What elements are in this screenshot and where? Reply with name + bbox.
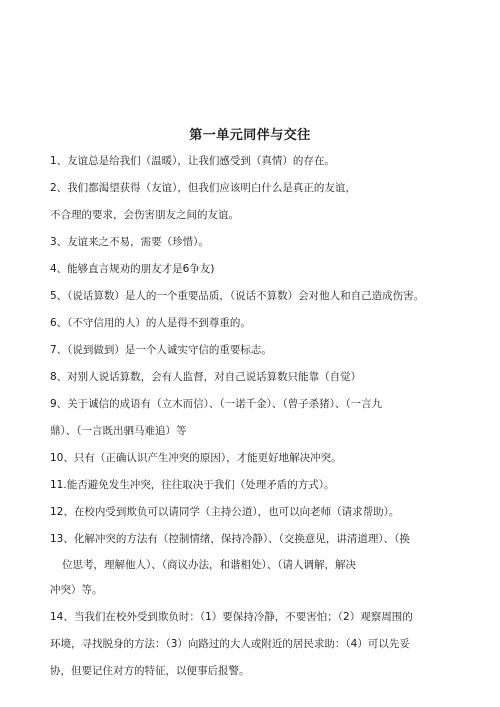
text-line-14: 12、在校内受到欺负可以请同学（主持公道），也可以向老师（请求帮助）。 (50, 506, 400, 518)
text-line-13: 11.能否避免发生冲突，往往取决于我们（处理矛盾的方式）。 (50, 479, 335, 491)
text-line-4: 3、友谊来之不易，需要（珍惜）。 (50, 236, 209, 248)
text-line-3: 不合理的要求，会伤害朋友之间的友谊。 (50, 209, 239, 221)
text-line-17: 冲突）等。 (50, 584, 103, 596)
text-line-7: 6、（不守信用的人）的人是得不到尊重的。 (50, 317, 251, 329)
text-line-11: 鼎）、（一言既出驷马难追）等 (50, 425, 187, 437)
text-line-15: 13、化解冲突的方法有（控制情绪，保持冷静）、（交换意见，讲清道理）、（换 (50, 533, 410, 545)
text-line-19: 环境，寻找脱身的方法：（3）向路过的大人或附近的居民求助：（4）可以先妥 (50, 638, 410, 650)
text-line-6: 5、（说话算数）是人的一个重要品质，（说话不算数）会对他人和自己造成伤害。 (50, 290, 425, 302)
text-line-1: 1、友谊总是给我们（温暖），让我们感受到（真情）的存在。 (50, 155, 335, 167)
text-line-9: 8、对别人说话算数，会有人监督，对自己说话算数只能靠（自觉） (50, 371, 362, 383)
text-line-8: 7、（说到做到）是一个人诚实守信的重要标志。 (50, 344, 272, 356)
text-line-20: 协，但要记住对方的特征，以便事后报警。 (50, 665, 250, 677)
text-line-16: 位思考，理解他人）、（商议办法，和谐相处）、（请人调解，解决 (62, 559, 356, 571)
text-line-18: 14、当我们在校外受到欺负时：（1）要保持冷静，不要害怕；（2）观察周围的 (50, 611, 413, 623)
text-line-2: 2、我们都渴望获得（友谊），但我们应该明白什么是真正的友谊， (50, 182, 356, 194)
page-title: 第一单元同伴与交往 (189, 128, 311, 143)
text-line-12: 10、只有（正确认识产生冲突的原因），才能更好地解决冲突。 (50, 452, 342, 464)
text-line-10: 9、关于诚信的成语有（立木而信）、（一诺千金）、（曾子杀猪）、（一言九 (50, 398, 383, 410)
text-line-5: 4、能够直言规劝的朋友才是6争友) (50, 263, 215, 275)
